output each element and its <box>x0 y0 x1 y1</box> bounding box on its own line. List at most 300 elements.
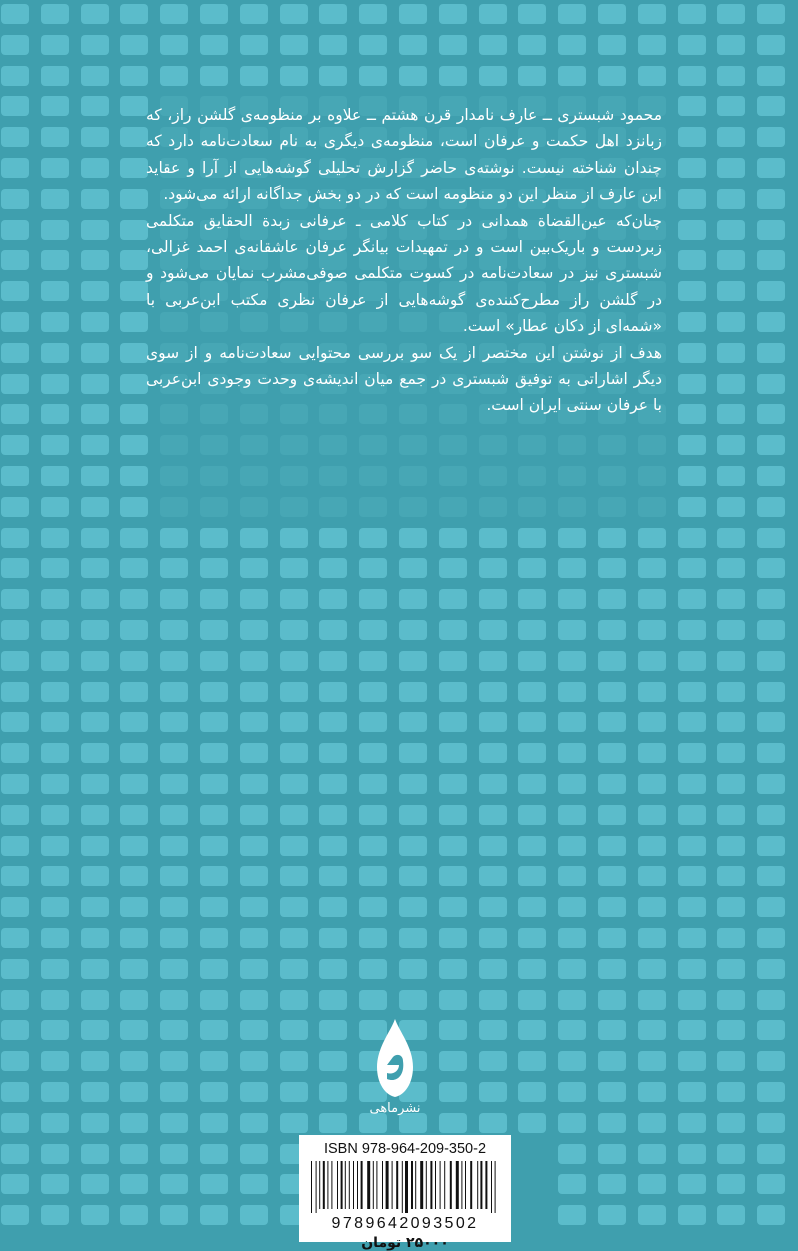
tile <box>240 651 268 671</box>
tile <box>757 435 785 455</box>
tile <box>399 805 427 825</box>
tile <box>399 774 427 794</box>
barcode-bars <box>309 1161 501 1213</box>
tile <box>558 990 586 1010</box>
tile <box>120 866 148 886</box>
tile <box>1 774 29 794</box>
tile <box>200 620 228 640</box>
tile <box>280 928 308 948</box>
tile <box>558 1144 586 1164</box>
tile <box>479 805 507 825</box>
tile <box>359 4 387 24</box>
tile <box>518 805 546 825</box>
tile <box>240 805 268 825</box>
tile <box>81 158 109 178</box>
tile <box>81 928 109 948</box>
tile <box>319 651 347 671</box>
tile <box>240 682 268 702</box>
tile <box>598 743 626 763</box>
tile <box>319 712 347 732</box>
tile <box>717 1205 745 1225</box>
tile <box>81 435 109 455</box>
tile <box>439 1020 467 1040</box>
tile <box>120 805 148 825</box>
tile <box>81 1051 109 1071</box>
tile <box>638 1113 666 1133</box>
tile <box>479 682 507 702</box>
tile <box>120 250 148 270</box>
tile <box>518 959 546 979</box>
tile <box>41 620 69 640</box>
barcode-bar <box>440 1161 441 1209</box>
tile <box>638 897 666 917</box>
tile <box>439 897 467 917</box>
tile <box>41 866 69 886</box>
tile <box>41 374 69 394</box>
tile <box>558 959 586 979</box>
tile <box>41 435 69 455</box>
tile <box>439 466 467 486</box>
tile <box>439 774 467 794</box>
tile <box>558 620 586 640</box>
tile <box>479 774 507 794</box>
tile <box>638 66 666 86</box>
tile <box>399 897 427 917</box>
tile <box>717 404 745 424</box>
barcode-bar <box>396 1161 398 1209</box>
tile <box>399 528 427 548</box>
tile <box>359 682 387 702</box>
tile <box>717 589 745 609</box>
tile <box>717 866 745 886</box>
blurb-paragraph-3: هدف از نوشتن این مختصر از یک سو بررسی محتوایی سعادت‌نامه و از سوی دیگر اشاراتی به توفیق شبستری در جمع میان اندیشه‌ی وحدت وجودی ابن‌عربی با عرفان سنتی ایران است. <box>146 343 662 415</box>
tile <box>399 959 427 979</box>
tile <box>359 928 387 948</box>
tile <box>598 928 626 948</box>
tile <box>479 712 507 732</box>
tile <box>558 651 586 671</box>
barcode-digits: 9789642093502 <box>331 1215 479 1232</box>
tile <box>160 712 188 732</box>
tile <box>280 712 308 732</box>
tile <box>757 404 785 424</box>
fish-logo-icon <box>373 1017 417 1099</box>
tile <box>638 928 666 948</box>
tile <box>41 928 69 948</box>
tile <box>120 35 148 55</box>
tile <box>439 35 467 55</box>
tile <box>160 1082 188 1102</box>
tile <box>439 682 467 702</box>
tile <box>717 528 745 548</box>
tile <box>120 990 148 1010</box>
barcode-bar <box>386 1161 389 1209</box>
tile <box>678 404 706 424</box>
tile <box>41 281 69 301</box>
tile <box>439 528 467 548</box>
tile <box>41 312 69 332</box>
tile <box>319 1082 347 1102</box>
tile <box>678 836 706 856</box>
tile <box>120 220 148 240</box>
tile <box>717 189 745 209</box>
tile <box>160 558 188 578</box>
tile <box>1 712 29 732</box>
tile <box>240 836 268 856</box>
publisher-logo <box>363 1017 427 1127</box>
tile <box>41 651 69 671</box>
tile <box>399 35 427 55</box>
tile <box>200 4 228 24</box>
tile <box>81 959 109 979</box>
tile <box>160 66 188 86</box>
tile <box>678 96 706 116</box>
tile <box>319 1113 347 1133</box>
tile <box>359 589 387 609</box>
tile <box>598 1205 626 1225</box>
tile <box>319 66 347 86</box>
tile <box>240 1144 268 1164</box>
tile <box>717 127 745 147</box>
tile <box>678 66 706 86</box>
tile <box>120 466 148 486</box>
tile <box>81 866 109 886</box>
tile <box>120 897 148 917</box>
tile <box>319 682 347 702</box>
tile <box>757 127 785 147</box>
tile <box>1 1205 29 1225</box>
tile <box>757 343 785 363</box>
tile <box>638 774 666 794</box>
tile <box>240 558 268 578</box>
tile <box>717 1144 745 1164</box>
tile <box>598 990 626 1010</box>
tile <box>1 435 29 455</box>
tile <box>757 589 785 609</box>
tile <box>319 4 347 24</box>
tile <box>41 35 69 55</box>
tile <box>240 466 268 486</box>
tile <box>757 374 785 394</box>
barcode-bar <box>470 1161 472 1209</box>
tile <box>518 866 546 886</box>
tile <box>41 528 69 548</box>
tile <box>558 466 586 486</box>
tile <box>479 1020 507 1040</box>
tile <box>160 4 188 24</box>
tile <box>240 866 268 886</box>
tile <box>200 805 228 825</box>
tile <box>200 558 228 578</box>
tile <box>757 1020 785 1040</box>
tile <box>1 651 29 671</box>
tile <box>638 589 666 609</box>
tile <box>359 959 387 979</box>
tile <box>717 374 745 394</box>
tile <box>598 497 626 517</box>
tile <box>717 312 745 332</box>
tile <box>200 66 228 86</box>
tile <box>757 1082 785 1102</box>
tile <box>1 220 29 240</box>
tile <box>160 466 188 486</box>
tile <box>1 866 29 886</box>
tile <box>1 558 29 578</box>
tile <box>41 897 69 917</box>
tile <box>120 1051 148 1071</box>
tile <box>479 589 507 609</box>
tile <box>757 774 785 794</box>
tile <box>319 774 347 794</box>
tile <box>200 497 228 517</box>
tile <box>399 4 427 24</box>
tile <box>439 1082 467 1102</box>
tile <box>518 35 546 55</box>
tile <box>81 712 109 732</box>
tile <box>160 1051 188 1071</box>
tile <box>200 682 228 702</box>
tile <box>41 589 69 609</box>
tile <box>638 1020 666 1040</box>
tile <box>160 836 188 856</box>
tile <box>200 990 228 1010</box>
tile <box>479 35 507 55</box>
tile <box>598 589 626 609</box>
tile <box>81 1113 109 1133</box>
tile <box>280 651 308 671</box>
tile <box>120 743 148 763</box>
tile <box>678 4 706 24</box>
barcode-bar <box>411 1161 413 1209</box>
tile <box>598 528 626 548</box>
tile <box>1 1051 29 1071</box>
tile <box>120 1205 148 1225</box>
barcode-bar <box>415 1161 416 1209</box>
tile <box>558 928 586 948</box>
tile <box>319 897 347 917</box>
tile <box>81 497 109 517</box>
tile <box>678 189 706 209</box>
tile <box>678 1174 706 1194</box>
tile <box>120 589 148 609</box>
tile <box>678 805 706 825</box>
tile <box>638 1051 666 1071</box>
tile <box>678 528 706 548</box>
tile <box>280 1113 308 1133</box>
tile <box>319 35 347 55</box>
tile <box>200 435 228 455</box>
tile <box>41 220 69 240</box>
tile <box>41 990 69 1010</box>
tile <box>558 1113 586 1133</box>
tile <box>120 343 148 363</box>
tile <box>678 1082 706 1102</box>
tile <box>319 959 347 979</box>
tile <box>757 743 785 763</box>
barcode-bar <box>495 1161 496 1213</box>
tile <box>717 959 745 979</box>
tile <box>120 774 148 794</box>
tile <box>280 35 308 55</box>
tile <box>160 774 188 794</box>
tile <box>717 897 745 917</box>
tile <box>41 1020 69 1040</box>
tile <box>439 836 467 856</box>
tile <box>160 651 188 671</box>
tile <box>280 466 308 486</box>
tile <box>717 990 745 1010</box>
tile <box>319 1020 347 1040</box>
barcode-panel <box>299 1135 511 1251</box>
tile <box>240 1205 268 1225</box>
tile <box>598 4 626 24</box>
tile <box>1 158 29 178</box>
tile <box>1 96 29 116</box>
tile <box>678 712 706 732</box>
tile <box>240 435 268 455</box>
tile <box>757 466 785 486</box>
tile <box>717 35 745 55</box>
tile <box>120 959 148 979</box>
tile <box>598 682 626 702</box>
tile <box>678 866 706 886</box>
barcode-bar <box>450 1161 452 1209</box>
tile <box>1 528 29 548</box>
tile <box>479 528 507 548</box>
tile <box>598 866 626 886</box>
tile <box>319 497 347 517</box>
tile <box>359 466 387 486</box>
tile <box>1 928 29 948</box>
tile <box>280 743 308 763</box>
tile <box>1 805 29 825</box>
tile <box>41 959 69 979</box>
tile <box>678 897 706 917</box>
tile <box>757 990 785 1010</box>
tile <box>479 466 507 486</box>
tile <box>598 712 626 732</box>
tile <box>757 497 785 517</box>
tile <box>518 620 546 640</box>
tile <box>558 712 586 732</box>
tile <box>399 589 427 609</box>
tile <box>81 774 109 794</box>
tile <box>200 1174 228 1194</box>
tile <box>479 928 507 948</box>
tile <box>240 959 268 979</box>
tile <box>558 528 586 548</box>
tile <box>160 743 188 763</box>
tile <box>280 589 308 609</box>
tile <box>81 4 109 24</box>
tile <box>399 466 427 486</box>
tile <box>479 497 507 517</box>
tile <box>558 1174 586 1194</box>
tile <box>558 774 586 794</box>
tile <box>359 866 387 886</box>
tile <box>1 743 29 763</box>
tile <box>598 1113 626 1133</box>
tile <box>598 805 626 825</box>
barcode-bar <box>353 1161 354 1209</box>
tile <box>41 1082 69 1102</box>
tile <box>41 466 69 486</box>
tile <box>678 435 706 455</box>
barcode-bar <box>456 1161 459 1209</box>
tile <box>81 281 109 301</box>
blurb-paragraph-1: محمود شبستری ــ عارف نامدار قرن هشتم ــ علاوه بر منظومه‌ی گلشن راز، که زبانزد اهل حکمت و عرفان است، منظومه‌ی دیگری به نام سعادت‌نامه دارد که چندان شناخته نیست. نوشته‌ی حاضر گزارش تحلیلی گوشه‌هایی از آرا و عقاید این عارف از منظر این دو منظومه است که در دو بخش جداگانه ارائه می‌شود. <box>146 106 662 204</box>
tile <box>439 805 467 825</box>
tile <box>598 66 626 86</box>
tile <box>717 1082 745 1102</box>
tile <box>439 928 467 948</box>
tile <box>638 805 666 825</box>
tile <box>479 1113 507 1133</box>
tile <box>757 1174 785 1194</box>
tile <box>638 435 666 455</box>
tile <box>518 466 546 486</box>
price-label: ۲۵۰۰۰ تومان <box>361 1235 449 1251</box>
tile <box>479 651 507 671</box>
tile <box>240 1051 268 1071</box>
tile <box>200 651 228 671</box>
tile <box>717 836 745 856</box>
tile <box>479 836 507 856</box>
tile <box>717 435 745 455</box>
tile <box>120 682 148 702</box>
tile <box>200 1144 228 1164</box>
tile <box>1 897 29 917</box>
tile <box>479 435 507 455</box>
barcode-bar <box>323 1161 325 1209</box>
tile <box>399 435 427 455</box>
tile <box>120 651 148 671</box>
tile <box>81 189 109 209</box>
tile <box>558 497 586 517</box>
tile <box>757 836 785 856</box>
tile <box>678 990 706 1010</box>
tile <box>81 558 109 578</box>
tile <box>638 990 666 1010</box>
tile <box>359 35 387 55</box>
tile <box>120 435 148 455</box>
tile <box>678 220 706 240</box>
tile <box>638 1174 666 1194</box>
tile <box>160 35 188 55</box>
tile <box>120 4 148 24</box>
tile <box>598 1144 626 1164</box>
tile <box>678 589 706 609</box>
tile <box>598 1020 626 1040</box>
publisher-name: نشرماهی <box>369 1101 421 1116</box>
tile <box>757 866 785 886</box>
tile <box>41 1205 69 1225</box>
barcode-bar <box>420 1161 423 1209</box>
tile <box>717 1051 745 1071</box>
tile <box>518 897 546 917</box>
tile <box>558 35 586 55</box>
tile <box>200 35 228 55</box>
tile <box>41 805 69 825</box>
barcode-bar <box>461 1161 462 1209</box>
tile <box>280 435 308 455</box>
tile <box>41 682 69 702</box>
tile <box>717 805 745 825</box>
tile <box>638 836 666 856</box>
tile <box>638 866 666 886</box>
tile <box>439 959 467 979</box>
tile <box>439 990 467 1010</box>
